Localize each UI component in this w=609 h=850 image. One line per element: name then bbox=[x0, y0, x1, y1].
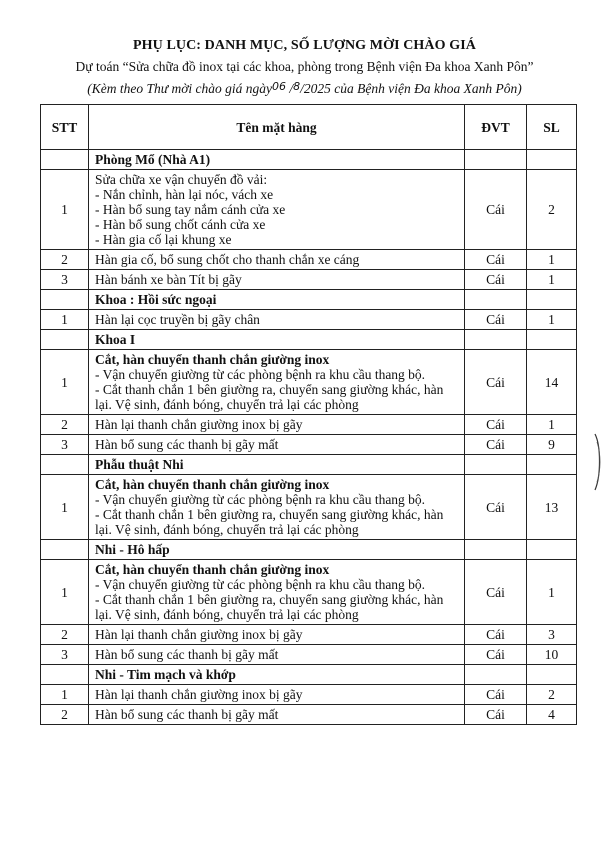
row-unit: Cái bbox=[465, 350, 527, 415]
row-unit: Cái bbox=[465, 435, 527, 455]
row-item-name bbox=[89, 435, 465, 455]
row-item-name bbox=[89, 705, 465, 725]
section-stt-cell bbox=[41, 290, 89, 310]
row-unit: Cái bbox=[465, 625, 527, 645]
row-item-name bbox=[89, 415, 465, 435]
section-title: Phòng Mổ (Nhà A1) bbox=[89, 150, 465, 170]
row-stt: 2 bbox=[41, 625, 89, 645]
section-row bbox=[41, 455, 577, 475]
section-row bbox=[41, 290, 577, 310]
note-separator: / bbox=[286, 81, 294, 96]
table-row bbox=[41, 170, 577, 250]
section-unit-cell bbox=[465, 290, 527, 310]
row-stt: 3 bbox=[41, 270, 89, 290]
section-title: Khoa : Hồi sức ngoại bbox=[89, 290, 465, 310]
table-header-row bbox=[41, 105, 577, 150]
table-row bbox=[41, 250, 577, 270]
section-qty-cell bbox=[527, 665, 577, 685]
row-qty: 3 bbox=[527, 625, 577, 645]
item-line: Hàn bổ sung các thanh bị gãy mất bbox=[95, 707, 279, 722]
table-row bbox=[41, 705, 577, 725]
table-row bbox=[41, 415, 577, 435]
row-qty: 1 bbox=[527, 250, 577, 270]
item-line: Cắt, hàn chuyển thanh chắn giường inox bbox=[95, 562, 330, 577]
section-stt-cell bbox=[41, 540, 89, 560]
section-title: Nhi - Hô hấp bbox=[89, 540, 465, 560]
item-line: - Vận chuyển giường từ các phòng bệnh ra khu cầu thang bộ. bbox=[95, 577, 426, 592]
section-unit-cell bbox=[465, 330, 527, 350]
row-stt: 3 bbox=[41, 645, 89, 665]
section-stt-cell bbox=[41, 665, 89, 685]
row-unit: Cái bbox=[465, 310, 527, 330]
row-item-name bbox=[89, 560, 465, 625]
table-row bbox=[41, 645, 577, 665]
row-item-name bbox=[89, 625, 465, 645]
row-item-name bbox=[89, 310, 465, 330]
note-suffix: /2025 của Bệnh viện Đa khoa Xanh Pôn) bbox=[300, 81, 522, 96]
row-item-name bbox=[89, 685, 465, 705]
row-stt: 1 bbox=[41, 560, 89, 625]
section-qty-cell bbox=[527, 455, 577, 475]
table-row bbox=[41, 310, 577, 330]
row-qty: 2 bbox=[527, 170, 577, 250]
table-row bbox=[41, 435, 577, 455]
header-unit: ĐVT bbox=[465, 105, 527, 150]
document-subtitle: Dự toán “Sửa chữa đồ inox tại các khoa, phòng trong Bệnh viện Đa khoa Xanh Pôn” bbox=[75, 59, 534, 74]
item-line: Hàn bổ sung các thanh bị gãy mất bbox=[95, 647, 279, 662]
row-unit: Cái bbox=[465, 475, 527, 540]
row-unit: Cái bbox=[465, 705, 527, 725]
section-title: Khoa I bbox=[89, 330, 465, 350]
row-qty: 1 bbox=[527, 310, 577, 330]
row-unit: Cái bbox=[465, 685, 527, 705]
section-qty-cell bbox=[527, 330, 577, 350]
item-line: Hàn bánh xe bàn Tít bị gãy bbox=[95, 272, 242, 287]
section-row bbox=[41, 150, 577, 170]
row-stt: 1 bbox=[41, 685, 89, 705]
row-item-name bbox=[89, 170, 465, 250]
table-row bbox=[41, 350, 577, 415]
item-line: - Vận chuyển giường từ các phòng bệnh ra khu cầu thang bộ. bbox=[95, 367, 426, 382]
row-qty: 1 bbox=[527, 560, 577, 625]
row-unit: Cái bbox=[465, 170, 527, 250]
row-qty: 9 bbox=[527, 435, 577, 455]
row-qty: 1 bbox=[527, 270, 577, 290]
row-unit: Cái bbox=[465, 415, 527, 435]
header-stt: STT bbox=[41, 105, 89, 150]
document-title: PHỤ LỤC: DANH MỤC, SỐ LƯỢNG MỜI CHÀO GIÁ bbox=[133, 38, 476, 53]
row-item-name bbox=[89, 645, 465, 665]
header-name: Tên mặt hàng bbox=[89, 105, 465, 150]
document-attachment-note bbox=[0, 80, 609, 97]
row-unit: Cái bbox=[465, 250, 527, 270]
row-qty: 14 bbox=[527, 350, 577, 415]
row-stt: 1 bbox=[41, 310, 89, 330]
row-qty: 2 bbox=[527, 685, 577, 705]
row-stt: 2 bbox=[41, 705, 89, 725]
section-stt-cell bbox=[41, 455, 89, 475]
item-line: - Cắt thanh chắn 1 bên giường ra, chuyển sang giường khác, hàn lại. Vệ sinh, đánh bóng, chuyển trả lại các phòng bbox=[95, 382, 444, 412]
section-qty-cell bbox=[527, 540, 577, 560]
item-line: Cắt, hàn chuyển thanh chắn giường inox bbox=[95, 352, 330, 367]
section-title: Nhi - Tim mạch và khớp bbox=[89, 665, 465, 685]
section-title: Phẫu thuật Nhi bbox=[89, 455, 465, 475]
row-item-name bbox=[89, 350, 465, 415]
section-row bbox=[41, 665, 577, 685]
row-stt: 3 bbox=[41, 435, 89, 455]
item-line: - Hàn gia cố lại khung xe bbox=[95, 232, 232, 247]
item-line: Hàn lại thanh chắn giường inox bị gãy bbox=[95, 417, 303, 432]
row-item-name bbox=[89, 270, 465, 290]
section-unit-cell bbox=[465, 455, 527, 475]
table-row bbox=[41, 560, 577, 625]
row-stt: 1 bbox=[41, 170, 89, 250]
section-unit-cell bbox=[465, 540, 527, 560]
section-stt-cell bbox=[41, 330, 89, 350]
item-table bbox=[40, 104, 577, 725]
item-line: - Vận chuyển giường từ các phòng bệnh ra khu cầu thang bộ. bbox=[95, 492, 426, 507]
row-stt: 1 bbox=[41, 350, 89, 415]
section-unit-cell bbox=[465, 150, 527, 170]
row-stt: 2 bbox=[41, 250, 89, 270]
table-row bbox=[41, 270, 577, 290]
row-stt: 1 bbox=[41, 475, 89, 540]
item-line: Hàn bổ sung các thanh bị gãy mất bbox=[95, 437, 279, 452]
item-line: Hàn gia cố, bổ sung chốt cho thanh chắn xe cáng bbox=[95, 252, 360, 267]
item-line: Cắt, hàn chuyển thanh chắn giường inox bbox=[95, 477, 330, 492]
handwritten-day: 06 bbox=[272, 80, 287, 93]
table-row bbox=[41, 625, 577, 645]
item-line: - Cắt thanh chắn 1 bên giường ra, chuyển sang giường khác, hàn lại. Vệ sinh, đánh bóng, chuyển trả lại các phòng bbox=[95, 592, 444, 622]
item-line: Sửa chữa xe vận chuyển đồ vải: bbox=[95, 172, 268, 187]
row-qty: 1 bbox=[527, 415, 577, 435]
row-stt: 2 bbox=[41, 415, 89, 435]
item-line: Hàn lại thanh chắn giường inox bị gãy bbox=[95, 627, 303, 642]
row-unit: Cái bbox=[465, 645, 527, 665]
row-qty: 4 bbox=[527, 705, 577, 725]
handwritten-month: 8 bbox=[293, 80, 301, 93]
row-item-name bbox=[89, 250, 465, 270]
section-qty-cell bbox=[527, 290, 577, 310]
item-line: Hàn lại cọc truyền bị gãy chân bbox=[95, 312, 260, 327]
note-prefix: (Kèm theo Thư mời chào giá ngày bbox=[87, 81, 273, 96]
margin-bracket-mark bbox=[592, 432, 602, 492]
row-unit: Cái bbox=[465, 560, 527, 625]
header-qty: SL bbox=[527, 105, 577, 150]
item-line: - Nắn chỉnh, hàn lại nóc, vách xe bbox=[95, 187, 274, 202]
row-item-name bbox=[89, 475, 465, 540]
row-unit: Cái bbox=[465, 270, 527, 290]
item-line: - Hàn bổ sung chốt cánh cửa xe bbox=[95, 217, 266, 232]
row-qty: 13 bbox=[527, 475, 577, 540]
item-line: - Hàn bổ sung tay nắm cánh cửa xe bbox=[95, 202, 286, 217]
section-row bbox=[41, 540, 577, 560]
section-unit-cell bbox=[465, 665, 527, 685]
item-line: - Cắt thanh chắn 1 bên giường ra, chuyển sang giường khác, hàn lại. Vệ sinh, đánh bóng, chuyển trả lại các phòng bbox=[95, 507, 444, 537]
table-row bbox=[41, 685, 577, 705]
row-qty: 10 bbox=[527, 645, 577, 665]
table-body bbox=[41, 150, 577, 725]
section-row bbox=[41, 330, 577, 350]
section-stt-cell bbox=[41, 150, 89, 170]
table-row bbox=[41, 475, 577, 540]
section-qty-cell bbox=[527, 150, 577, 170]
item-line: Hàn lại thanh chắn giường inox bị gãy bbox=[95, 687, 303, 702]
